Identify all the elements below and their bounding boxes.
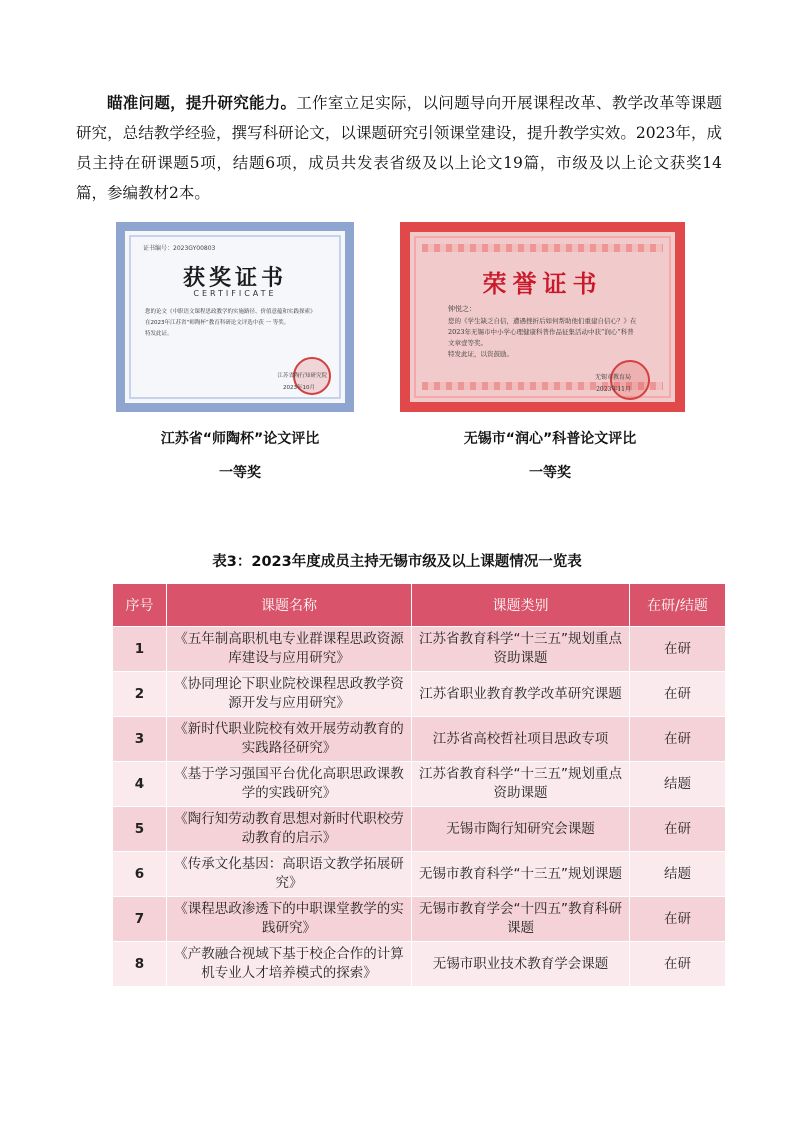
- row-status: 结题: [630, 762, 726, 807]
- certificate-title: 荣誉证书: [482, 269, 603, 298]
- row-status: 结题: [630, 852, 726, 897]
- caption-line: 江苏省“师陶杯”论文评比: [160, 431, 320, 447]
- certificate-subtitle: CERTIFICATE: [193, 289, 277, 298]
- table-row: [113, 942, 726, 987]
- certificate-number: 证书编号：2023GY00803: [143, 245, 216, 252]
- caption-line: 一等奖: [529, 465, 571, 481]
- row-status: 在研: [630, 672, 726, 717]
- certificate-body: [448, 316, 639, 360]
- row-index: 1: [113, 627, 167, 672]
- header-project-name: 课题名称: [167, 584, 412, 627]
- row-category: 江苏省教育科学“十三五”规划重点资助课题: [412, 762, 630, 807]
- certificate-caption-wuxi: [440, 422, 660, 490]
- certificate-issuer: 江苏省陶行知研究院: [277, 373, 327, 379]
- row-category: 江苏省职业教育教学改革研究课题: [412, 672, 630, 717]
- row-status: 在研: [630, 627, 726, 672]
- table-row: [113, 807, 726, 852]
- caption-line: 无锡市“润心”科普论文评比: [463, 431, 637, 447]
- row-status: 在研: [630, 942, 726, 987]
- row-project-name: 《基于学习强国平台优化高职思政课教学的实践研究》: [167, 762, 412, 807]
- certificate-line: 特发此证。: [145, 331, 173, 337]
- table-row: [113, 762, 726, 807]
- table-row: [113, 627, 726, 672]
- research-projects-table: [112, 583, 726, 987]
- table-caption: 表3：2023年度成员主持无锡市级及以上课题情况一览表: [212, 554, 582, 570]
- header-status: 在研/结题: [630, 584, 726, 627]
- row-status: 在研: [630, 897, 726, 942]
- row-index: 6: [113, 852, 167, 897]
- certificate-issuer: 无锡市教育局: [594, 374, 631, 381]
- row-project-name: 《陶行知劳动教育思想对新时代职校劳动教育的启示》: [167, 807, 412, 852]
- row-category: 无锡市陶行知研究会课题: [412, 807, 630, 852]
- row-index: 5: [113, 807, 167, 852]
- header-index: 序号: [113, 584, 167, 627]
- paragraph-lead: 瞄准问题，提升研究能力。: [107, 93, 297, 112]
- paragraph-text: 工作室立足实际，以问题导向开展课程改革、教学改革等课题研究，总结教学经验，撰写科研论文，以课题研究引领课堂建设，提升教学实效。2023年，成员主持在研课题5项，结题6项，成员共发表省级及以上论文19篇，市级及以上论文获奖14篇，参编教材2本。: [76, 94, 722, 202]
- header-category: 课题类别: [412, 584, 630, 627]
- certificate-line: 您的论文《中职语文课程思政教学的实施路径、价值意蕴和实践探索》: [145, 309, 316, 315]
- row-project-name: 《五年制高职机电专业群课程思政资源库建设与应用研究》: [167, 627, 412, 672]
- certificate-image-jiangsu: [116, 222, 354, 412]
- caption-line: 一等奖: [219, 465, 261, 481]
- certificate-date: 2023年11月: [596, 386, 631, 393]
- row-project-name: 《传承文化基因：高职语文教学拓展研究》: [167, 852, 412, 897]
- row-category: 无锡市职业技术教育学会课题: [412, 942, 630, 987]
- row-index: 2: [113, 672, 167, 717]
- row-index: 8: [113, 942, 167, 987]
- certificate-body: [145, 307, 331, 340]
- row-category: 江苏省高校哲社项目思政专项: [412, 717, 630, 762]
- certificate-line: 特发此证，以资鼓励。: [448, 350, 513, 358]
- row-index: 7: [113, 897, 167, 942]
- row-project-name: 《协同理论下职业院校课程思政教学资源开发与应用研究》: [167, 672, 412, 717]
- certificate-caption-jiangsu: [140, 422, 340, 490]
- row-project-name: 《课程思政渗透下的中职课堂教学的实践研究》: [167, 897, 412, 942]
- row-project-name: 《产教融合视域下基于校企合作的计算机专业人才培养模式的探索》: [167, 942, 412, 987]
- table-row: [113, 852, 726, 897]
- certificate-line: 在2023年江苏省“师陶杯”教育科研论文评选中获 一 等奖。: [145, 320, 290, 326]
- row-status: 在研: [630, 717, 726, 762]
- table-row: [113, 672, 726, 717]
- table-header-row: [113, 584, 726, 627]
- certificate-image-wuxi: [400, 222, 685, 412]
- row-category: 江苏省教育科学“十三五”规划重点资助课题: [412, 627, 630, 672]
- row-index: 3: [113, 717, 167, 762]
- row-status: 在研: [630, 807, 726, 852]
- row-category: 无锡市教育科学“十三五”规划课题: [412, 852, 630, 897]
- certificate-line: 您的《学生缺乏自信，遭遇挫折后如何帮助他们重建自信心？》在2023年无锡市中小学心理健康科普作品征集活动中获“润心”科普文章壹等奖。: [448, 317, 637, 347]
- table-row: [113, 897, 726, 942]
- certificate-recipient: 钟悦之：: [448, 305, 476, 313]
- table-row: [113, 717, 726, 762]
- row-project-name: 《新时代职业院校有效开展劳动教育的实践路径研究》: [167, 717, 412, 762]
- certificate-title: 获奖证书: [182, 266, 287, 291]
- certificate-date: 2023年10月: [283, 385, 315, 391]
- row-index: 4: [113, 762, 167, 807]
- row-category: 无锡市教育学会“十四五”教育科研课题: [412, 897, 630, 942]
- intro-paragraph: [76, 88, 722, 208]
- decorative-border: [422, 244, 663, 252]
